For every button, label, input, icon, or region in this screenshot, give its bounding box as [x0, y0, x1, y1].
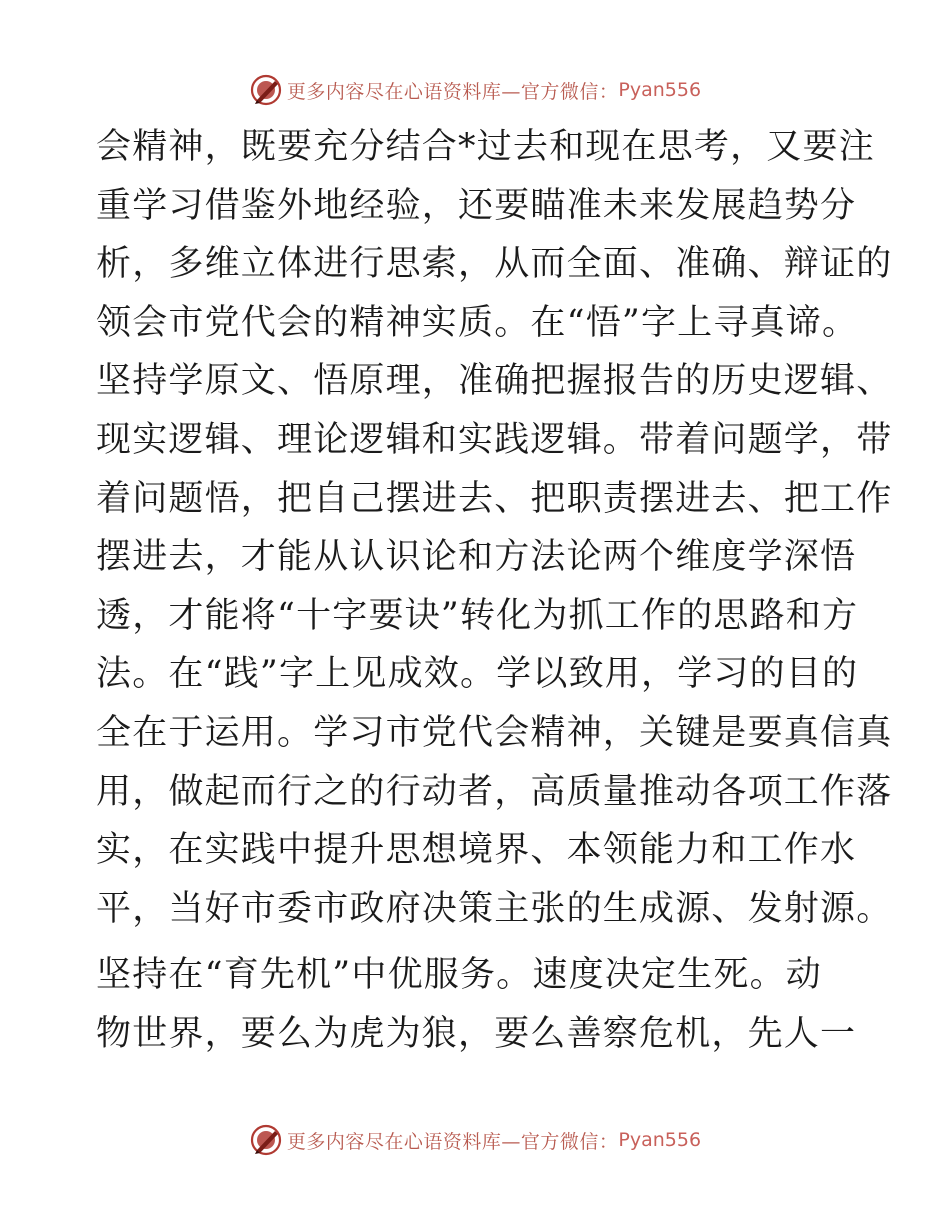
text-line: 坚持学原文、悟原理，准确把握报告的历史逻辑、 — [96, 361, 893, 402]
text-line: 透，才能将“十字要诀”转化为抓工作的思路和方 — [96, 595, 859, 636]
text-line: 平，当好市委市政府决策主张的生成源、发射源。 — [96, 888, 893, 929]
header-banner — [0, 70, 950, 110]
text-line: 全在于运用。学习市党代会精神，关键是要真信真 — [96, 712, 893, 753]
text-line: 会精神，既要充分结合*过去和现在思考，又要注 — [96, 127, 875, 167]
footer-banner-text: 更多内容尽在心语资料库—官方微信： — [286, 1130, 619, 1153]
text-line: 重学习借鉴外地经验，还要瞄准未来发展趋势分 — [96, 185, 857, 226]
text-line: 着问题悟，把自己摆进去、把职责摆进去、把工作 — [96, 478, 893, 519]
text-line: 坚持在“育先机”中优服务。速度决定生死。动 — [96, 955, 822, 996]
footer-banner-contact: Pyan556 — [618, 1129, 702, 1151]
pen-seal-icon — [249, 1123, 283, 1157]
text-line: 摆进去，才能从认识论和方法论两个维度学深悟 — [96, 537, 857, 578]
document-body — [96, 118, 893, 1064]
pen-seal-icon — [249, 73, 283, 107]
text-line: 实，在实践中提升思想境界、本领能力和工作水 — [96, 830, 857, 871]
text-line: 领会市党代会的精神实质。在“悟”字上寻真谛。 — [96, 302, 859, 343]
header-banner-text: 更多内容尽在心语资料库—官方微信： — [286, 80, 619, 103]
text-line: 物世界，要么为虎为狼，要么善察危机，先人一 — [96, 1013, 857, 1054]
header-banner-contact: Pyan556 — [618, 79, 702, 101]
footer-banner — [0, 1120, 950, 1160]
text-line: 析，多维立体进行思索，从而全面、准确、辩证的 — [96, 244, 893, 285]
text-line: 现实逻辑、理论逻辑和实践逻辑。带着问题学，带 — [96, 419, 893, 460]
text-line: 法。在“践”字上见成效。学以致用，学习的目的 — [96, 654, 859, 695]
text-line: 用，做起而行之的行动者，高质量推动各项工作落 — [96, 771, 893, 812]
